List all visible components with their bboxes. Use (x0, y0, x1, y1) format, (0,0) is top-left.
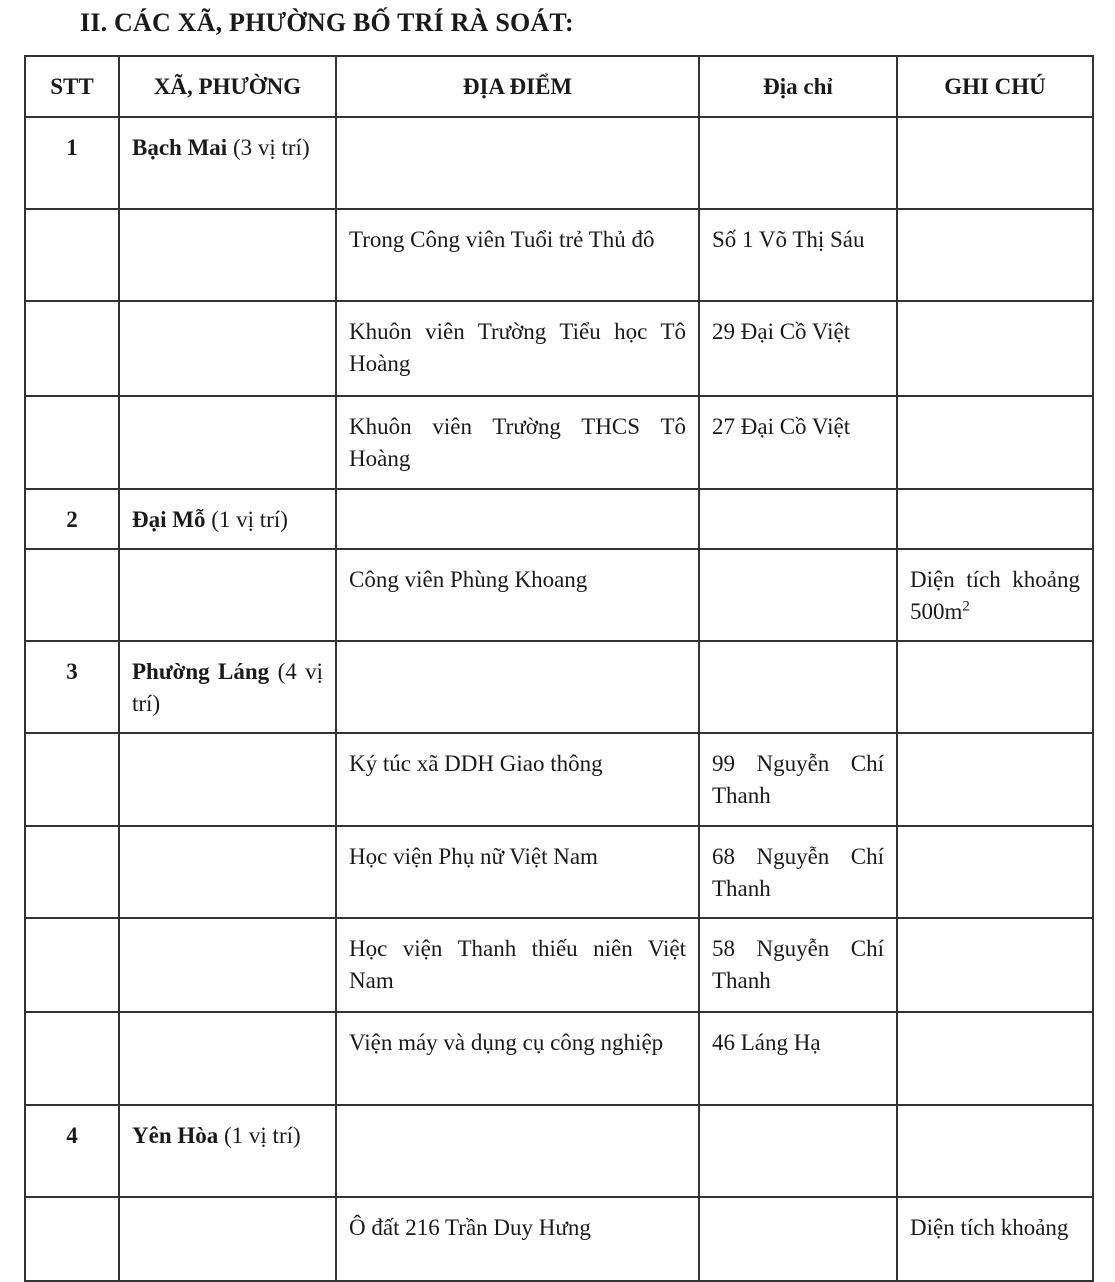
table-row (25, 549, 1093, 641)
table-row (25, 1197, 1093, 1281)
cell-note (897, 301, 1093, 396)
cell-place (336, 117, 699, 209)
cell-place: Ký túc xã DDH Giao thông (336, 733, 699, 826)
ward-name: Yên Hòa (132, 1123, 219, 1148)
cell-note (897, 117, 1093, 209)
cell-stt (25, 549, 119, 641)
cell-address (699, 117, 897, 209)
note-text: Diện tích khoảng 500m (910, 567, 1080, 624)
cell-stt (25, 1197, 119, 1281)
cell-note (897, 1197, 1093, 1281)
note-superscript: 2 (962, 598, 970, 615)
cell-place: Khuôn viên Trường Tiểu học Tô Hoàng (336, 301, 699, 396)
cell-note (897, 1105, 1093, 1197)
cell-note (897, 1012, 1093, 1105)
cell-place: Viện máy và dụng cụ công nghiệp (336, 1012, 699, 1105)
locations-table (24, 55, 1094, 1282)
ward-name: Đại Mỗ (132, 507, 206, 532)
cell-place: Học viện Thanh thiếu niên Việt Nam (336, 918, 699, 1012)
cell-address (699, 1197, 897, 1281)
ward-location-count: (1 vị trí) (218, 1123, 301, 1148)
cell-address (699, 549, 897, 641)
cell-address: 58 Nguyễn Chí Thanh (699, 918, 897, 1012)
ward-location-count: (1 vị trí) (205, 507, 288, 532)
table-row (25, 826, 1093, 918)
cell-note (897, 549, 1093, 641)
ward-name: Phường Láng (132, 659, 270, 684)
cell-stt: 2 (25, 489, 119, 549)
cell-place: Công viên Phùng Khoang (336, 549, 699, 641)
cell-address: 46 Láng Hạ (699, 1012, 897, 1105)
table-row (25, 1105, 1093, 1197)
table-row (25, 1012, 1093, 1105)
table-body (25, 117, 1093, 1281)
cell-place (336, 1105, 699, 1197)
cell-stt (25, 733, 119, 826)
cell-stt (25, 1012, 119, 1105)
cell-stt: 3 (25, 641, 119, 733)
table-row (25, 396, 1093, 489)
cell-ward (119, 918, 336, 1012)
table-row (25, 918, 1093, 1012)
table-row (25, 117, 1093, 209)
cell-address (699, 641, 897, 733)
cell-ward (119, 1197, 336, 1281)
cell-note (897, 489, 1093, 549)
cell-stt (25, 301, 119, 396)
cell-address (699, 489, 897, 549)
cell-place: Trong Công viên Tuổi trẻ Thủ đô (336, 209, 699, 301)
header-address: Địa chỉ (699, 56, 897, 117)
table-header-row (25, 56, 1093, 117)
table-row (25, 301, 1093, 396)
table-row (25, 641, 1093, 733)
table-row (25, 733, 1093, 826)
cell-ward (119, 1105, 336, 1197)
cell-ward (119, 826, 336, 918)
header-stt: STT (25, 56, 119, 117)
cell-ward (119, 641, 336, 733)
cell-stt (25, 826, 119, 918)
cell-place (336, 641, 699, 733)
cell-address: 27 Đại Cồ Việt (699, 396, 897, 489)
cell-ward (119, 117, 336, 209)
ward-location-count: (4 vị trí) (132, 659, 323, 716)
cell-note (897, 733, 1093, 826)
cell-ward (119, 396, 336, 489)
section-heading: II. CÁC XÃ, PHƯỜNG BỐ TRÍ RÀ SOÁT: (80, 8, 574, 37)
cell-place: Khuôn viên Trường THCS Tô Hoàng (336, 396, 699, 489)
cell-address: 99 Nguyễn Chí Thanh (699, 733, 897, 826)
cell-ward (119, 209, 336, 301)
cell-place: Học viện Phụ nữ Việt Nam (336, 826, 699, 918)
cell-address (699, 1105, 897, 1197)
cell-address: 68 Nguyễn Chí Thanh (699, 826, 897, 918)
cell-note (897, 826, 1093, 918)
cell-stt: 1 (25, 117, 119, 209)
cell-stt: 4 (25, 1105, 119, 1197)
cell-stt (25, 209, 119, 301)
cell-ward (119, 301, 336, 396)
cell-stt (25, 396, 119, 489)
cell-ward (119, 1012, 336, 1105)
header-ward: XÃ, PHƯỜNG (119, 56, 336, 117)
cell-ward (119, 733, 336, 826)
header-note: GHI CHÚ (897, 56, 1093, 117)
cell-place (336, 489, 699, 549)
ward-name: Bạch Mai (132, 135, 228, 160)
cell-note (897, 641, 1093, 733)
ward-location-count: (3 vị trí) (227, 135, 310, 160)
header-place: ĐỊA ĐIỂM (336, 56, 699, 117)
cell-address: 29 Đại Cồ Việt (699, 301, 897, 396)
table-row (25, 489, 1093, 549)
cell-place: Ô đất 216 Trần Duy Hưng (336, 1197, 699, 1281)
note-text: Diện tích khoảng (910, 1215, 1069, 1240)
cell-ward (119, 489, 336, 549)
table-row (25, 209, 1093, 301)
cell-note (897, 209, 1093, 301)
cell-note (897, 918, 1093, 1012)
cell-address: Số 1 Võ Thị Sáu (699, 209, 897, 301)
cell-stt (25, 918, 119, 1012)
cell-ward (119, 549, 336, 641)
cell-note (897, 396, 1093, 489)
